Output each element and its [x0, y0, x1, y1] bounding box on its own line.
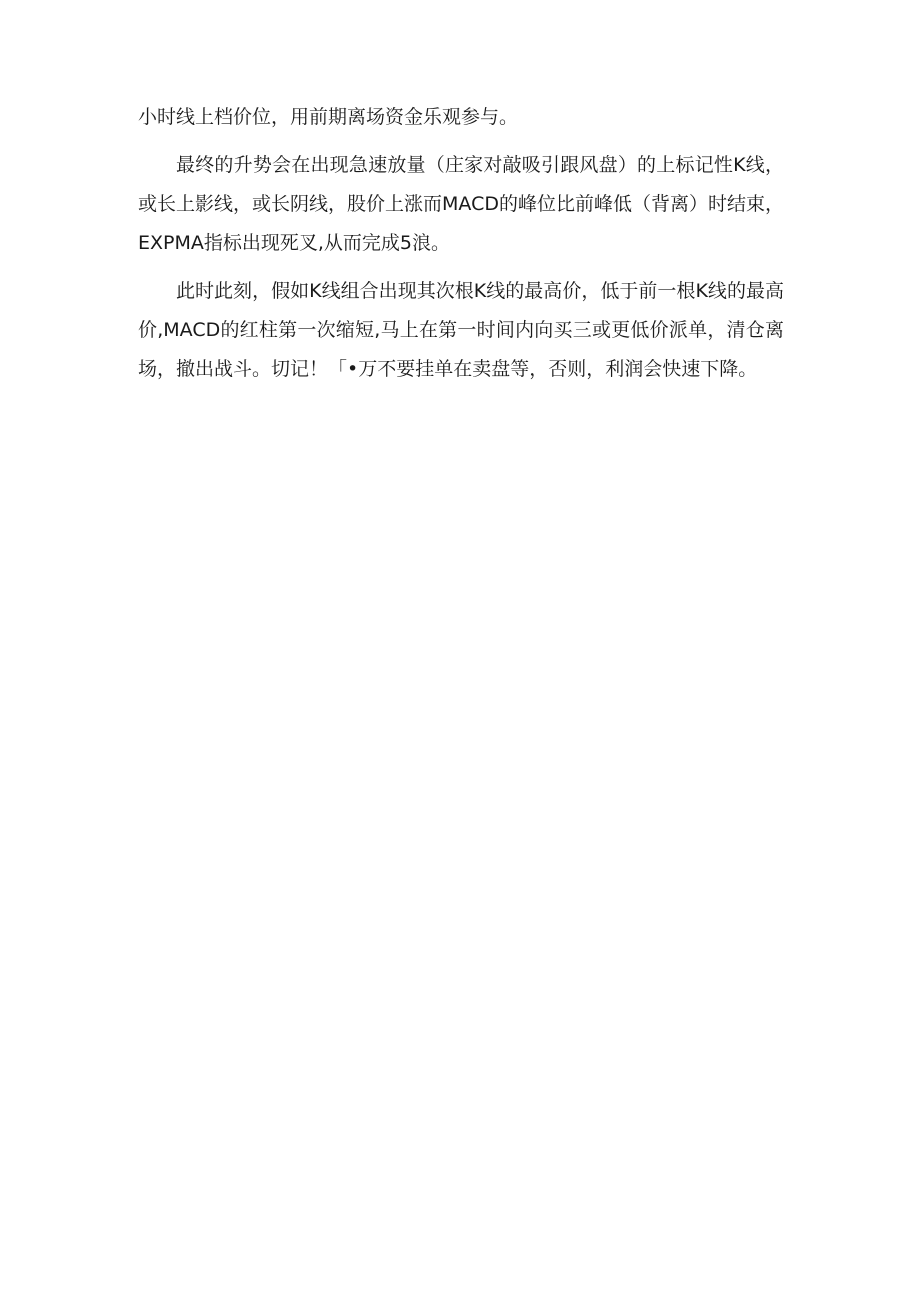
document-body: [138, 98, 784, 398]
paragraph-continuation: 小时线上档价位，用前期离场资金乐观参与。: [138, 106, 519, 128]
paragraph-wave-five-ending: 最终的升势会在出现急速放量（庄家对敲吸引跟风盘）的上标记性K线，或长上影线，或长阴线，股价上涨而MACD的峰位比前峰低（背离）时结束，EXPMA指标出现死叉,从而完成5浪。: [138, 154, 784, 254]
paragraph-exit-strategy: 此时此刻，假如K线组合出现其次根K线的最高价，低于前一根K线的最高价,MACD的红柱第一次缩短,马上在第一时间内向买三或更低价派单，清仓离场，撤出战斗。切记！「•万不要挂单在卖盘等，否则，利润会快速下降。: [138, 280, 784, 380]
